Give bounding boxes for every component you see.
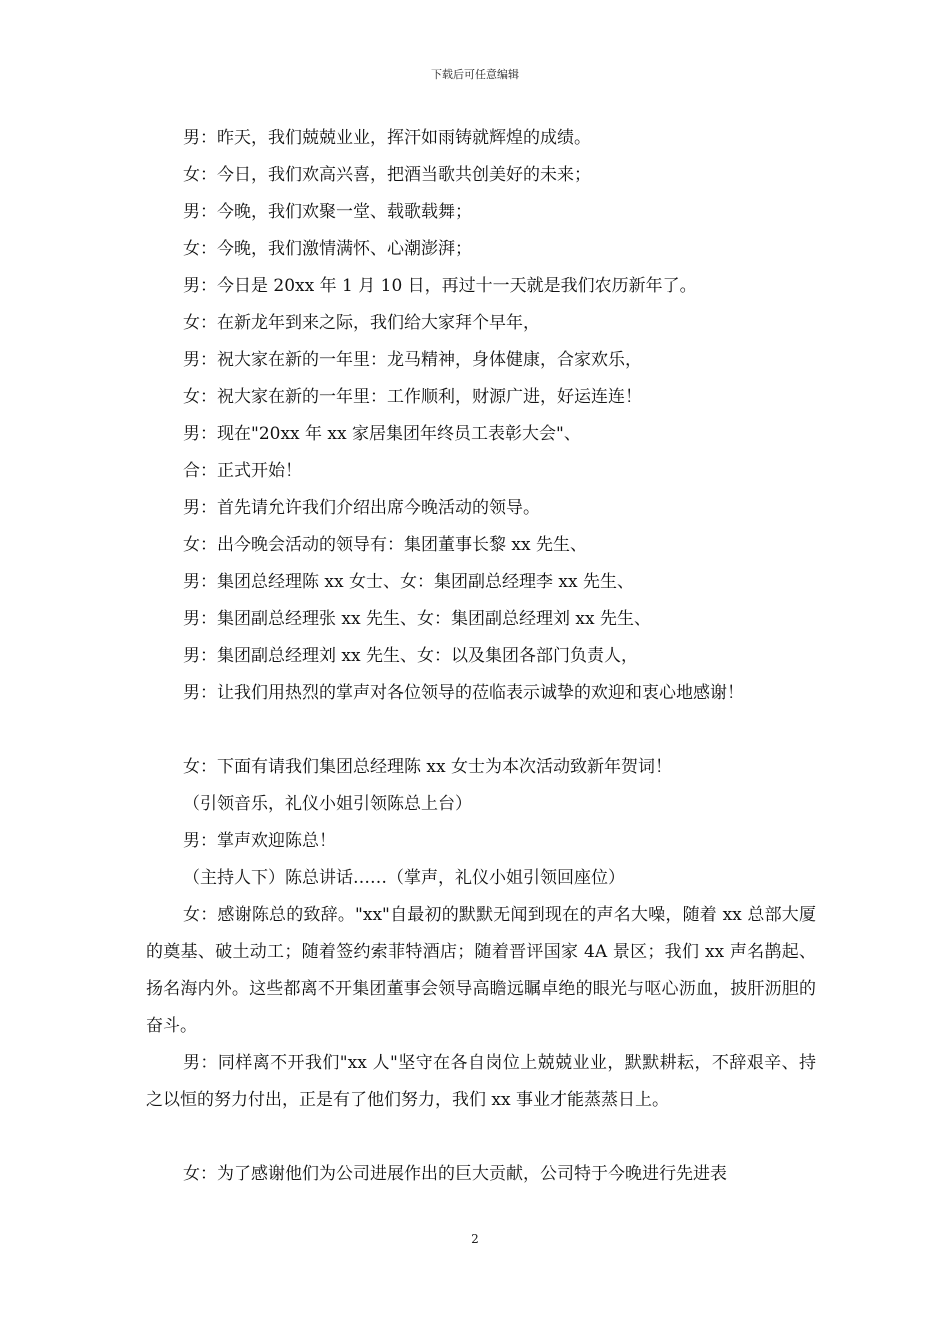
- page-number: 2: [471, 1232, 479, 1246]
- stage-direction: （主持人下）陈总讲话……（掌声，礼仪小姐引领回座位）: [183, 868, 625, 888]
- dialogue-line: 男：首先请允许我们介绍出席今晚活动的领导。: [183, 498, 540, 518]
- dialogue-line: 女：下面有请我们集团总经理陈 xx 女士为本次活动致新年贺词！: [183, 757, 672, 777]
- blank-line: [146, 712, 826, 749]
- dialogue-paragraph: 男：同样离不开我们"xx 人"坚守在各自岗位上兢兢业业，默默耕耘，不辞艰辛、持之以恒的努力付出，正是有了他们努力，我们 xx 事业才能蒸蒸日上。: [146, 1053, 816, 1110]
- dialogue-line: 男：集团总经理陈 xx 女士、女：集团副总经理李 xx 先生、: [183, 572, 634, 592]
- document-body: [146, 120, 826, 1193]
- dialogue-line: 女：出今晚会活动的领导有：集团董事长黎 xx 先生、: [183, 535, 587, 555]
- page-header: 下载后可任意编辑: [431, 68, 519, 81]
- dialogue-line: 女：祝大家在新的一年里：工作顺利，财源广进，好运连连！: [183, 387, 642, 407]
- dialogue-line: 女：在新龙年到来之际，我们给大家拜个早年，: [183, 313, 540, 333]
- stage-direction: （引领音乐，礼仪小姐引领陈总上台）: [183, 794, 472, 814]
- blank-line: [146, 1119, 826, 1156]
- dialogue-line: 男：让我们用热烈的掌声对各位领导的莅临表示诚挚的欢迎和衷心地感谢！: [183, 683, 744, 703]
- dialogue-line: 男：今晚，我们欢聚一堂、载歌载舞；: [183, 202, 472, 222]
- dialogue-paragraph: 女：为了感谢他们为公司进展作出的巨大贡献，公司特于今晚进行先进表: [183, 1164, 727, 1184]
- dialogue-line: 男：今日是 20xx 年 1 月 10 日，再过十一天就是我们农历新年了。: [183, 276, 697, 296]
- dialogue-line: 女：今日，我们欢高兴喜，把酒当歌共创美好的未来；: [183, 165, 591, 185]
- dialogue-line: 男：掌声欢迎陈总！: [183, 831, 336, 851]
- dialogue-line: 女：今晚，我们激情满怀、心潮澎湃；: [183, 239, 472, 259]
- dialogue-line: 男：昨天，我们兢兢业业，挥汗如雨铸就辉煌的成绩。: [183, 128, 591, 148]
- dialogue-paragraph: 女：感谢陈总的致辞。"xx"自最初的默默无闻到现在的声名大噪，随着 xx 总部大厦的奠基、破土动工；随着签约索菲特酒店；随着晋评国家 4A 景区；我们 xx 声名鹊起、扬名海内外。这些都离不开集团董事会领导高瞻远瞩卓绝的眼光与呕心沥血，披肝沥胆的奋斗。: [146, 905, 816, 1036]
- dialogue-line: 男：祝大家在新的一年里：龙马精神，身体健康，合家欢乐，: [183, 350, 642, 370]
- dialogue-line: 男：集团副总经理张 xx 先生、女：集团副总经理刘 xx 先生、: [183, 609, 651, 629]
- dialogue-line: 男：集团副总经理刘 xx 先生、女：以及集团各部门负责人，: [183, 646, 638, 666]
- dialogue-line: 男：现在"20xx 年 xx 家居集团年终员工表彰大会"、: [183, 424, 581, 444]
- dialogue-line: 合：正式开始！: [183, 461, 302, 481]
